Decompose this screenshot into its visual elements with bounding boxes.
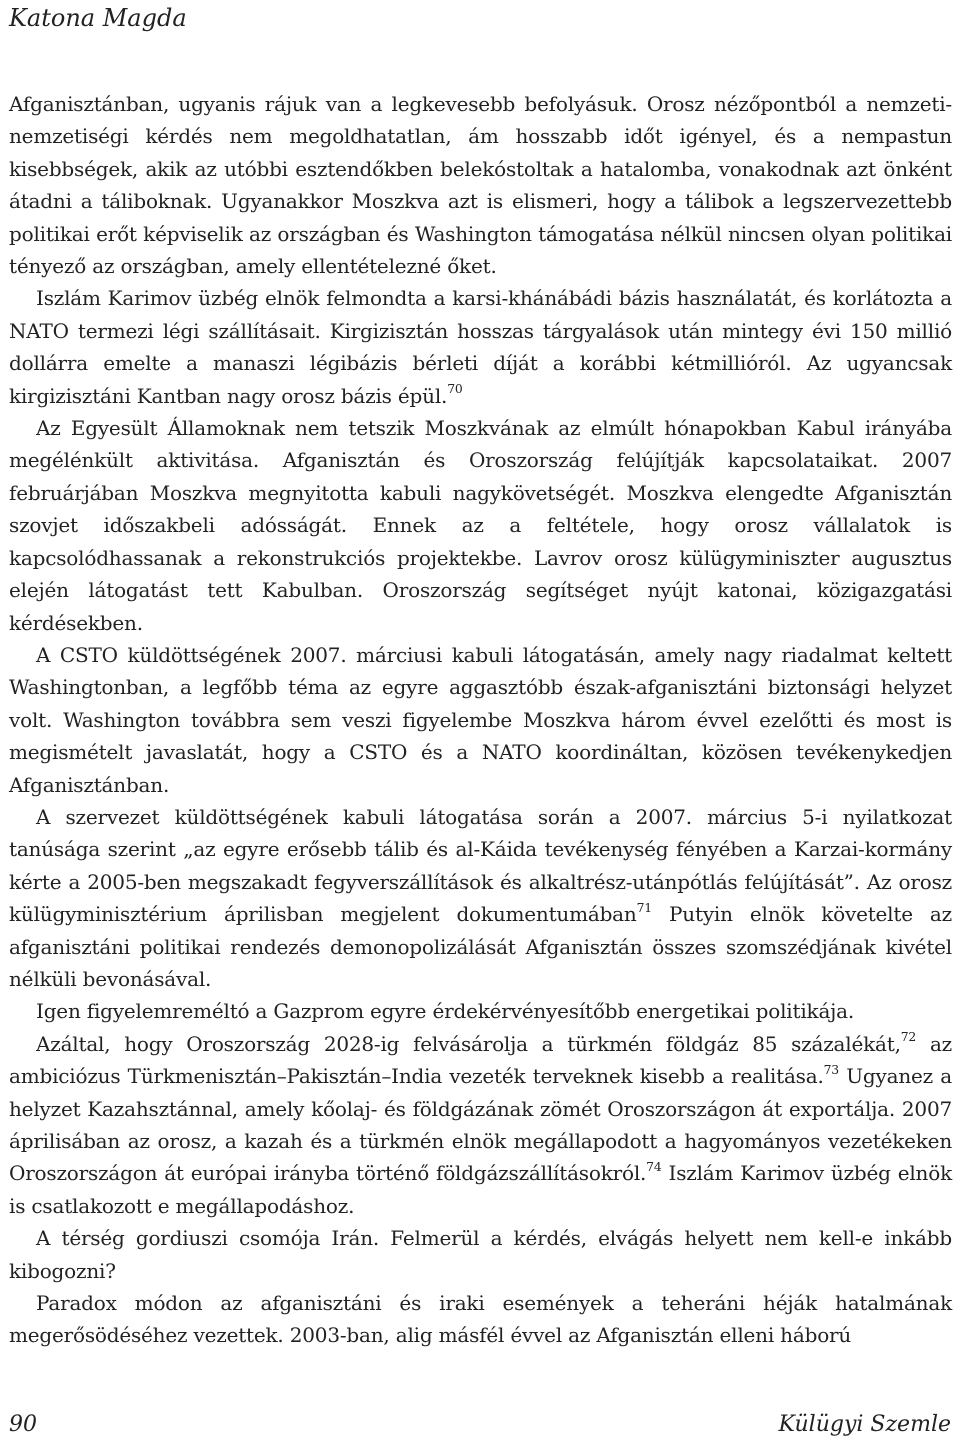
body-text [9, 88, 952, 1352]
paragraph-text: A térség gordiuszi csomója Irán. Felmerül a kérdés, elvágás helyett nem kell-e inkább kibogozni? [9, 1226, 952, 1283]
paragraph-text: Igen figyelemreméltó a Gazprom egyre érdekérvényesítőbb energetikai politikája. [36, 999, 855, 1024]
paragraph-text: Putyin elnök követelte az afganisztáni politikai rendezés demonopolizálását Afganisztán összes szomszédjának kivétel nélküli bevonásával. [9, 902, 952, 991]
footnote-ref: 70 [447, 381, 463, 397]
paragraph [9, 412, 952, 639]
footnote-ref: 71 [636, 899, 652, 915]
paragraph [9, 1222, 952, 1287]
paragraph-text: Paradox módon az afganisztáni és iraki események a teheráni héják hatalmának megerősödéséhez vezettek. 2003-ban, alig másfél évvel az Afganisztán elleni háború [9, 1291, 952, 1348]
paragraph-text: Iszlám Karimov üzbég elnök is csatlakozott e megállapodáshoz. [9, 1161, 952, 1218]
footnote-ref: 72 [900, 1029, 917, 1045]
paragraph [9, 639, 952, 801]
running-head: Katona Magda [9, 4, 187, 32]
paragraph [9, 995, 952, 1027]
paragraph-text: az ambiciózus Türkmenisztán–Pakisztán–India vezeték terveknek kisebb a realitása. [9, 1031, 953, 1089]
paragraph [9, 1287, 952, 1352]
paragraph-text: A CSTO küldöttségének 2007. márciusi kabuli látogatásán, amely nagy riadalmat keltett Washingtonban, a legfőbb téma az egyre aggasztóbb észak-afganisztáni biztonsági helyzet volt. Washington továbbra sem veszi figyelembe Moszkva három évvel ezelőtti és most is megismételt javaslatát, hogy a CSTO és a NATO koordináltan, közösen tevékenykedjen Afganisztánban. [9, 642, 952, 797]
paragraph-text: A szervezet küldöttségének kabuli látogatása során a 2007. március 5-i nyilatkozat tanúsága szerint „az egyre erősebb tálib és al-Káida tevékenység fényében a Karzai-kormány kérte a 2005-ben megszakadt fegyverszállítások és alkaltrész-utánpótlás felújítását”. Az orosz külügyminisztérium áprilisban megjelent dokumentumában [9, 804, 952, 927]
paragraph [9, 88, 952, 282]
journal-name: Külügyi Szemle [778, 1412, 951, 1437]
paragraph-text: Azáltal, hogy Oroszország 2028-ig felvásárolja a türkmén földgáz 85 százalékát, [36, 1031, 901, 1056]
footnote-ref: 74 [646, 1158, 662, 1174]
paragraph-text: Afganisztánban, ugyanis rájuk van a legkevesebb befolyásuk. Orosz nézőpontból a nemzeti-nemzetiségi kérdés nem megoldhatatlan, ám hosszabb időt igényel, és a nempastun kisebbségek, akik az utóbbi esztendőkben belekóstoltak a hatalomba, vonakodnak azt önként átadni a táliboknak. Ugyanakkor Moszkva azt is elismeri, hogy a tálibok a legszervezettebb politikai erőt képviselik az országban és Washington támogatása nélkül nincsen olyan politikai tényező az országban, amely ellentételezné őket. [9, 92, 952, 279]
footnote-ref: 73 [823, 1061, 839, 1077]
paragraph-text: Az Egyesült Államoknak nem tetszik Moszkvának az elmúlt hónapokban Kabul irányába megélénkült aktivitása. Afganisztán és Oroszország felújítják kapcsolataikat. 2007 februárjában Moszkva megnyitotta kabuli nagykövetségét. Moszkva elengedte Afganisztán szovjet időszakbeli adósságát. Ennek az a feltétele, hogy orosz vállalatok is kapcsolódhassanak a rekonstrukciós projektekbe. Lavrov orosz külügyminiszter augusztus elején látogatást tett Kabulban. Oroszország segítséget nyújt katonai, közigazgatási kérdésekben. [9, 416, 952, 635]
paragraph-text: Ugyanez a helyzet Kazahsztánnal, amely kőolaj- és földgázának zömét Oroszországon át exportálja. 2007 áprilisában az orosz, a kazah és a türkmén elnök megállapodott a hagyományos vezetékeken Oroszországon át európai irányba történő földgázszállításokról. [9, 1064, 952, 1186]
paragraph [9, 801, 952, 995]
paragraph [9, 282, 952, 412]
paragraph [9, 1028, 952, 1222]
paragraph-text: Iszlám Karimov üzbég elnök felmondta a karsi-khánábádi bázis használatát, és korlátozta a NATO termezi légi szállításait. Kirgizisztán hosszas tárgyalások után mintegy évi 150 millió dollárra emelte a manaszi légibázis bérleti díját a korábbi kétmillióról. Az ugyancsak kirgizisztáni Kantban nagy orosz bázis épül. [9, 286, 952, 408]
page-number: 90 [9, 1412, 37, 1437]
